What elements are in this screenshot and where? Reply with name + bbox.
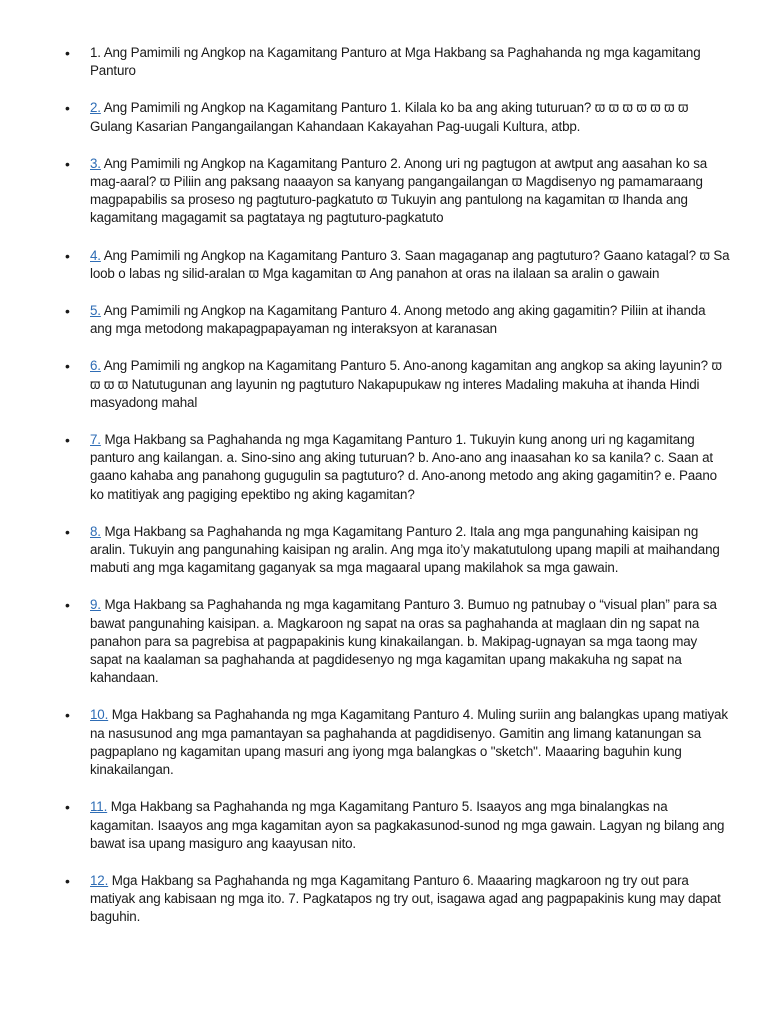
list-item [65, 302, 730, 338]
list-item [65, 357, 730, 412]
slide-text: Ang Pamimili ng angkop na Kagamitang Panturo 5. Ano-anong kagamitan ang angkop sa aking layunin? ϖ ϖ ϖ ϖ Natutugunan ang layunin ng pagtuturo Nakapupukaw ng interes Madaling makuha at ihanda Hindi masyadong mahal [90, 358, 722, 410]
list-item [65, 872, 730, 927]
bullet-icon: • [65, 597, 70, 614]
list-item [65, 596, 730, 687]
slide-text: Mga Hakbang sa Paghahanda ng mga Kagamitang Panturo 4. Muling suriin ang balangkas upang matiyak na nasusunod ang mga pamantayan sa paghahanda at pagdidisenyo. Gamitin ang limang katanungan sa pagpaplano ng kagamitan upang masuri ang iyong mga balangkas o "sketch". Maaaring baguhin kung kinakailangan. [90, 707, 728, 778]
slide-number-link[interactable]: 4. [90, 247, 101, 263]
list-item [65, 431, 730, 504]
slide-number: 1. [90, 45, 101, 60]
bullet-icon: • [65, 799, 70, 816]
slide-number-link[interactable]: 10. [90, 707, 109, 723]
slide-list [65, 44, 730, 946]
slide-number-link[interactable]: 8. [90, 523, 101, 539]
bullet-icon: • [65, 247, 70, 264]
bullet-icon: • [65, 523, 70, 540]
slide-number-link[interactable]: 11. [90, 799, 108, 815]
slide-number-link[interactable]: 5. [90, 303, 101, 319]
slide-text: Mga Hakbang sa Paghahanda ng mga kagamitang Panturo 3. Bumuo ng patnubay o “visual plan” para sa bawat pangunahing kaisipan. a. Magkaroon ng sapat na oras sa paghahanda at maglaan din ng sapat na panahon para sa pagrebisa at pagpapakinis kung kinakailangan. b. Makipag-ugnayan sa mga taong may sapat na kaalaman sa paghahanda at pagdidesenyo ng mga kagamitan upang makakuha ng sapat na kahandaan. [90, 597, 717, 686]
list-item [65, 99, 730, 135]
list-item [65, 523, 730, 578]
list-item [65, 247, 730, 283]
list-item [65, 44, 730, 80]
bullet-icon: • [65, 707, 70, 724]
bullet-icon: • [65, 432, 70, 449]
slide-number-link[interactable]: 2. [90, 100, 101, 116]
bullet-icon: • [65, 358, 70, 375]
bullet-icon: • [65, 155, 70, 172]
slide-text: Mga Hakbang sa Paghahanda ng mga Kagamitang Panturo 6. Maaaring magkaroon ng try out para matiyak ang kabisaan ng mga ito. 7. Pagkatapos ng try out, isagawa agad ang pagpapakinis kung may dapat baguhin. [90, 872, 721, 925]
bullet-icon: • [65, 100, 70, 117]
slide-text: Ang Pamimili ng Angkop na Kagamitang Panturo 3. Saan magaganap ang pagtuturo? Gaano katagal? ϖ Sa loob o labas ng silid-aralan ϖ Mga kagamitan ϖ Ang panahon at oras na ilalaan sa aralin o gawain [90, 247, 730, 281]
bullet-icon: • [65, 45, 70, 61]
list-item [65, 155, 730, 228]
slide-number-link[interactable]: 12. [90, 872, 109, 888]
slide-number-link[interactable]: 9. [90, 597, 101, 613]
list-item [65, 798, 730, 853]
slide-number-link[interactable]: 7. [90, 432, 101, 448]
slide-text: Ang Pamimili ng Angkop na Kagamitang Panturo 2. Anong uri ng pagtugon at awtput ang aasahan ko sa mag-aaral? ϖ Piliin ang paksang naaayon sa kanyang pangangailangan ϖ Magdisenyo ng pamamaraang magpapabilis sa proseso ng pagtuturo-pagkatuto ϖ Tukuyin ang pantulong na kagamitan ϖ Ihanda ang kagamitang magagamit sa pagtataya ng pagtuturo-pagkatuto [90, 155, 708, 226]
slide-text: Ang Pamimili ng Angkop na Kagamitang Panturo at Mga Hakbang sa Paghahanda ng mga kagamitang Panturo [90, 45, 701, 79]
list-item [65, 706, 730, 779]
slide-text: Ang Pamimili ng Angkop na Kagamitang Panturo 4. Anong metodo ang aking gagamitin? Piliin at ihanda ang mga metodong makapagpapayaman ng interaksyon at karanasan [90, 303, 706, 337]
slide-text: Mga Hakbang sa Paghahanda ng mga Kagamitang Panturo 5. Isaayos ang mga binalangkas na kagamitan. Isaayos ang mga kagamitan ayon sa pagkakasunod-sunod ng mga gawain. Lagyan ng bilang ang bawat isa upang masiguro ang kaayusan nito. [90, 799, 725, 851]
slide-number-link[interactable]: 6. [90, 358, 101, 374]
slide-number-link[interactable]: 3. [90, 155, 101, 171]
bullet-icon: • [65, 872, 70, 889]
bullet-icon: • [65, 303, 70, 320]
slide-text: Ang Pamimili ng Angkop na Kagamitang Panturo 1. Kilala ko ba ang aking tuturuan? ϖ ϖ ϖ ϖ ϖ ϖ ϖ Gulang Kasarian Pangangailangan Kahandaan Kakayahan Pag-uugali Kultura, atbp. [90, 100, 689, 134]
slide-text: Mga Hakbang sa Paghahanda ng mga Kagamitang Panturo 2. Itala ang mga pangunahing kaisipan ng aralin. Tukuyin ang pangunahing kaisipan ng aralin. Ang mga ito’y makatutulong upang mapili at maihandang mabuti ang mga kagamitang gaganyak sa mga magaaral upang makilahok sa mga gawain. [90, 523, 720, 576]
slide-text: Mga Hakbang sa Paghahanda ng mga Kagamitang Panturo 1. Tukuyin kung anong uri ng kagamitang panturo ang kailangan. a. Sino-sino ang aking tuturuan? b. Ano-ano ang inaasahan ko sa kanila? c. Saan at gaano kahaba ang panahong gugugulin sa pagtuturo? d. Ano-anong metodo ang aking gagamitin? e. Paano ko matitiyak ang pagiging epektibo ng aking kagamitan? [90, 432, 717, 502]
